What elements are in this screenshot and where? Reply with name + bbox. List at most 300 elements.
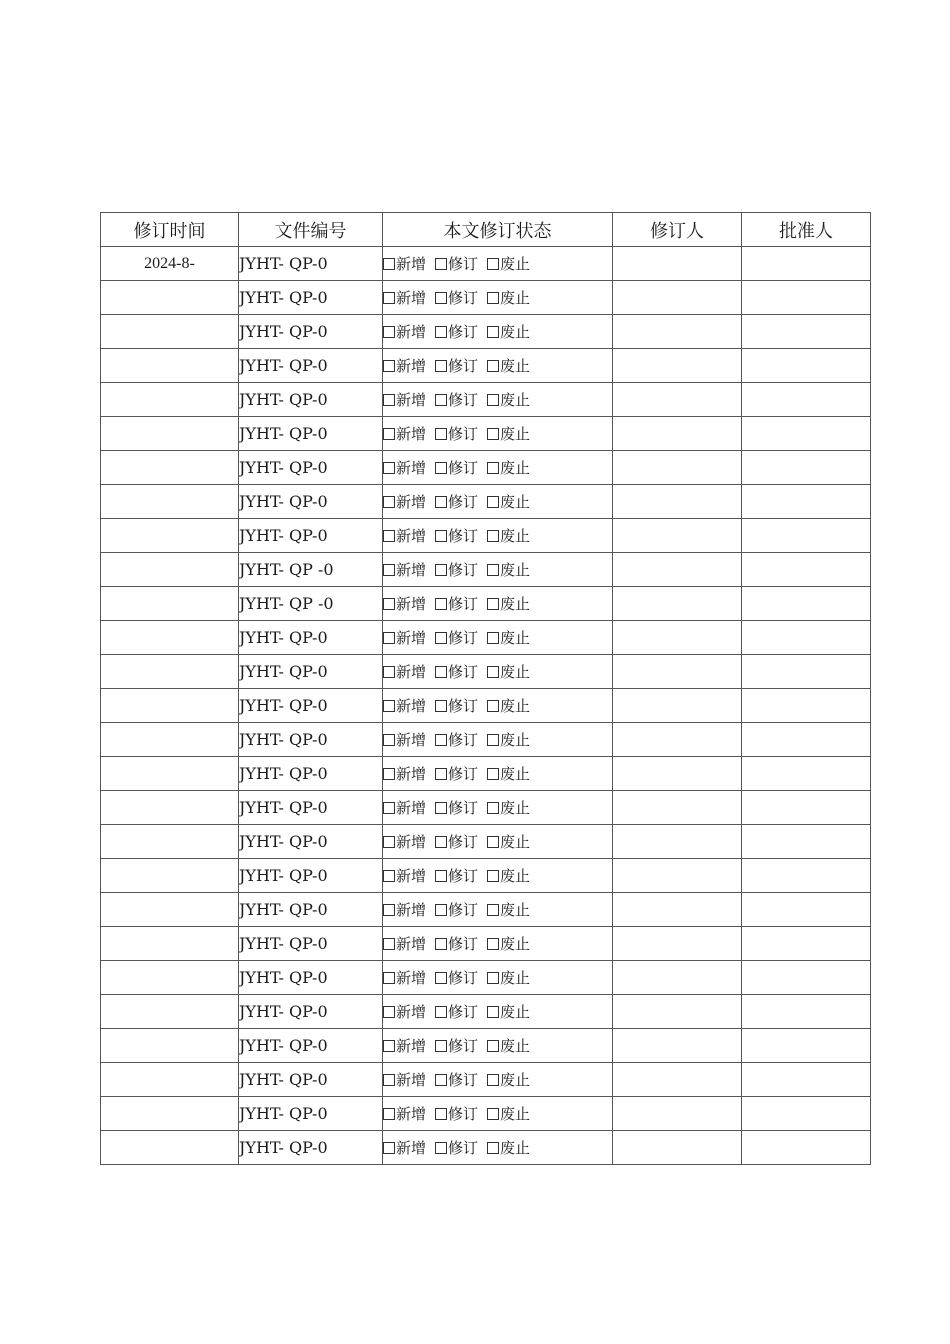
status-option-label: 新增 (396, 425, 427, 443)
reviser-cell[interactable] (613, 315, 742, 349)
status-option-label: 新增 (396, 935, 427, 953)
checkbox-icon[interactable] (487, 326, 499, 338)
status-option[interactable] (383, 355, 426, 376)
status-option[interactable] (383, 865, 426, 886)
checkbox-icon[interactable] (383, 666, 395, 678)
status-option[interactable] (435, 899, 478, 920)
status-option[interactable] (383, 457, 426, 478)
status-option[interactable] (435, 967, 478, 988)
checkbox-icon[interactable] (435, 360, 447, 372)
status-option[interactable] (487, 797, 530, 818)
checkbox-icon[interactable] (435, 1108, 447, 1120)
checkbox-icon[interactable] (383, 360, 395, 372)
checkbox-icon[interactable] (435, 258, 447, 270)
table-row (101, 961, 871, 995)
reviser-cell[interactable] (613, 417, 742, 451)
checkbox-icon[interactable] (383, 496, 395, 508)
approver-cell[interactable] (742, 1131, 871, 1165)
checkbox-icon[interactable] (383, 292, 395, 304)
status-option[interactable] (487, 423, 530, 444)
status-option[interactable] (435, 491, 478, 512)
status-option[interactable] (435, 253, 478, 274)
approver-cell[interactable] (742, 587, 871, 621)
approver-cell[interactable] (742, 315, 871, 349)
status-option[interactable] (487, 627, 530, 648)
approver-cell[interactable] (742, 655, 871, 689)
status-option[interactable] (487, 865, 530, 886)
approver-cell[interactable] (742, 247, 871, 281)
approver-cell[interactable] (742, 1029, 871, 1063)
status-option[interactable] (383, 1035, 426, 1056)
checkbox-icon[interactable] (383, 972, 395, 984)
status-option[interactable] (487, 763, 530, 784)
status-option[interactable] (383, 525, 426, 546)
status-option[interactable] (435, 287, 478, 308)
reviser-cell[interactable] (613, 859, 742, 893)
file-number-cell: JYHT- QP-0 (239, 927, 383, 961)
revision-date-cell (101, 757, 239, 791)
reviser-cell[interactable] (613, 1063, 742, 1097)
reviser-cell[interactable] (613, 519, 742, 553)
revision-date-cell (101, 281, 239, 315)
status-option[interactable] (435, 695, 478, 716)
status-option-label: 修订 (448, 493, 479, 511)
approver-cell[interactable] (742, 927, 871, 961)
status-option[interactable] (383, 1137, 426, 1158)
checkbox-icon[interactable] (435, 938, 447, 950)
table-row (101, 485, 871, 519)
approver-cell[interactable] (742, 485, 871, 519)
checkbox-icon[interactable] (487, 700, 499, 712)
status-option[interactable] (435, 933, 478, 954)
status-option[interactable] (383, 1103, 426, 1124)
status-option-label: 修订 (448, 867, 479, 885)
status-option[interactable] (487, 491, 530, 512)
status-option[interactable] (487, 457, 530, 478)
revision-status-cell (383, 757, 613, 791)
status-option[interactable] (383, 797, 426, 818)
file-number-cell: JYHT- QP-0 (239, 1029, 383, 1063)
reviser-cell[interactable] (613, 927, 742, 961)
status-option[interactable] (383, 253, 426, 274)
checkbox-icon[interactable] (487, 1108, 499, 1120)
status-option[interactable] (383, 287, 426, 308)
checkbox-icon[interactable] (487, 938, 499, 950)
revision-date-cell (101, 689, 239, 723)
status-option[interactable] (435, 1137, 478, 1158)
status-option[interactable] (435, 763, 478, 784)
status-option-label: 新增 (396, 527, 427, 545)
status-option[interactable] (435, 457, 478, 478)
status-option-label: 新增 (396, 663, 427, 681)
status-option-label: 修订 (448, 595, 479, 613)
file-number-cell: JYHT- QP-0 (239, 1097, 383, 1131)
file-number-cell: JYHT- QP-0 (239, 723, 383, 757)
reviser-cell[interactable] (613, 349, 742, 383)
table-row (101, 587, 871, 621)
checkbox-icon[interactable] (487, 394, 499, 406)
checkbox-icon[interactable] (435, 1142, 447, 1154)
reviser-cell[interactable] (613, 553, 742, 587)
status-option[interactable] (487, 1069, 530, 1090)
status-option-label: 新增 (396, 629, 427, 647)
checkbox-icon[interactable] (435, 1006, 447, 1018)
checkbox-icon[interactable] (487, 258, 499, 270)
status-option[interactable] (383, 389, 426, 410)
checkbox-icon[interactable] (383, 904, 395, 916)
status-option[interactable] (435, 1069, 478, 1090)
status-option-label: 新增 (396, 255, 427, 273)
checkbox-icon[interactable] (435, 666, 447, 678)
checkbox-icon[interactable] (383, 564, 395, 576)
checkbox-icon[interactable] (435, 326, 447, 338)
revision-status-cell (383, 281, 613, 315)
table-header-row (101, 213, 871, 247)
checkbox-icon[interactable] (487, 836, 499, 848)
status-option[interactable] (383, 627, 426, 648)
status-option[interactable] (435, 355, 478, 376)
checkbox-icon[interactable] (435, 1074, 447, 1086)
file-number-cell: JYHT- QP -0 (239, 553, 383, 587)
checkbox-icon[interactable] (435, 530, 447, 542)
status-option[interactable] (487, 1103, 530, 1124)
approver-cell[interactable] (742, 757, 871, 791)
status-option-label: 废止 (500, 765, 531, 783)
checkbox-icon[interactable] (487, 972, 499, 984)
checkbox-icon[interactable] (383, 1074, 395, 1086)
approver-cell[interactable] (742, 553, 871, 587)
approver-cell[interactable] (742, 417, 871, 451)
approver-cell[interactable] (742, 723, 871, 757)
checkbox-icon[interactable] (383, 394, 395, 406)
approver-cell[interactable] (742, 961, 871, 995)
status-option[interactable] (487, 729, 530, 750)
approver-cell[interactable] (742, 621, 871, 655)
revision-date-cell (101, 451, 239, 485)
file-number-cell: JYHT- QP-0 (239, 961, 383, 995)
reviser-cell[interactable] (613, 383, 742, 417)
checkbox-icon[interactable] (487, 870, 499, 882)
approver-cell[interactable] (742, 689, 871, 723)
status-option-label: 废止 (500, 663, 531, 681)
revision-status-cell (383, 1029, 613, 1063)
status-option-label: 废止 (500, 493, 531, 511)
checkbox-icon[interactable] (435, 836, 447, 848)
revision-date-cell (101, 655, 239, 689)
approver-cell[interactable] (742, 349, 871, 383)
status-option-label: 废止 (500, 527, 531, 545)
revision-date-cell (101, 1131, 239, 1165)
reviser-cell[interactable] (613, 587, 742, 621)
file-number-cell: JYHT- QP-0 (239, 791, 383, 825)
checkbox-icon[interactable] (383, 1142, 395, 1154)
status-option-label: 修订 (448, 527, 479, 545)
checkbox-icon[interactable] (383, 768, 395, 780)
status-option[interactable] (383, 661, 426, 682)
table-row (101, 893, 871, 927)
status-option-label: 新增 (396, 697, 427, 715)
status-option[interactable] (383, 899, 426, 920)
checkbox-icon[interactable] (383, 326, 395, 338)
checkbox-icon[interactable] (435, 1040, 447, 1052)
reviser-cell[interactable] (613, 281, 742, 315)
checkbox-icon[interactable] (383, 802, 395, 814)
status-option[interactable] (487, 559, 530, 580)
status-option[interactable] (435, 321, 478, 342)
revision-status-cell (383, 995, 613, 1029)
reviser-cell[interactable] (613, 655, 742, 689)
checkbox-icon[interactable] (487, 1142, 499, 1154)
status-option[interactable] (487, 1035, 530, 1056)
status-option-label: 新增 (396, 1037, 427, 1055)
reviser-cell[interactable] (613, 689, 742, 723)
approver-cell[interactable] (742, 281, 871, 315)
status-option[interactable] (383, 933, 426, 954)
checkbox-icon[interactable] (435, 802, 447, 814)
reviser-cell[interactable] (613, 893, 742, 927)
status-option[interactable] (383, 831, 426, 852)
checkbox-icon[interactable] (487, 598, 499, 610)
status-option[interactable] (383, 559, 426, 580)
status-option[interactable] (383, 1069, 426, 1090)
status-option-label: 修订 (448, 901, 479, 919)
checkbox-icon[interactable] (487, 904, 499, 916)
status-option[interactable] (435, 729, 478, 750)
status-option[interactable] (435, 525, 478, 546)
checkbox-icon[interactable] (487, 564, 499, 576)
checkbox-icon[interactable] (487, 1074, 499, 1086)
approver-cell[interactable] (742, 859, 871, 893)
status-option-label: 新增 (396, 833, 427, 851)
file-number-cell: JYHT- QP-0 (239, 757, 383, 791)
status-option[interactable] (487, 253, 530, 274)
status-option-label: 废止 (500, 1139, 531, 1157)
approver-cell[interactable] (742, 383, 871, 417)
checkbox-icon[interactable] (435, 972, 447, 984)
status-option[interactable] (487, 695, 530, 716)
checkbox-icon[interactable] (487, 734, 499, 746)
revision-status-cell (383, 927, 613, 961)
file-number-cell: JYHT- QP -0 (239, 587, 383, 621)
status-option-label: 废止 (500, 731, 531, 749)
status-option[interactable] (435, 865, 478, 886)
checkbox-icon[interactable] (435, 598, 447, 610)
checkbox-icon[interactable] (383, 530, 395, 542)
file-number-cell: JYHT- QP-0 (239, 519, 383, 553)
revision-date-cell (101, 893, 239, 927)
status-option-label: 修订 (448, 289, 479, 307)
checkbox-icon[interactable] (383, 1108, 395, 1120)
status-option[interactable] (383, 321, 426, 342)
revision-date-cell (101, 1029, 239, 1063)
checkbox-icon[interactable] (487, 462, 499, 474)
checkbox-icon[interactable] (435, 632, 447, 644)
checkbox-icon[interactable] (383, 598, 395, 610)
checkbox-icon[interactable] (487, 428, 499, 440)
checkbox-icon[interactable] (383, 1040, 395, 1052)
revision-status-cell (383, 1097, 613, 1131)
checkbox-icon[interactable] (383, 870, 395, 882)
table-row (101, 1063, 871, 1097)
reviser-cell[interactable] (613, 825, 742, 859)
revision-status-cell (383, 859, 613, 893)
reviser-cell[interactable] (613, 485, 742, 519)
approver-cell[interactable] (742, 825, 871, 859)
table-row (101, 519, 871, 553)
table-row (101, 791, 871, 825)
status-option[interactable] (435, 593, 478, 614)
checkbox-icon[interactable] (435, 734, 447, 746)
file-number-cell: JYHT- QP-0 (239, 281, 383, 315)
approver-cell[interactable] (742, 519, 871, 553)
approver-cell[interactable] (742, 1063, 871, 1097)
status-option-label: 新增 (396, 1105, 427, 1123)
checkbox-icon[interactable] (435, 394, 447, 406)
checkbox-icon[interactable] (383, 428, 395, 440)
status-option-label: 废止 (500, 833, 531, 851)
status-option-label: 新增 (396, 765, 427, 783)
checkbox-icon[interactable] (435, 462, 447, 474)
status-option[interactable] (383, 1001, 426, 1022)
checkbox-icon[interactable] (435, 870, 447, 882)
table-row (101, 621, 871, 655)
revision-date-cell (101, 315, 239, 349)
approver-cell[interactable] (742, 995, 871, 1029)
status-option-label: 新增 (396, 799, 427, 817)
approver-cell[interactable] (742, 451, 871, 485)
checkbox-icon[interactable] (383, 462, 395, 474)
reviser-cell[interactable] (613, 791, 742, 825)
status-option[interactable] (487, 967, 530, 988)
status-option[interactable] (383, 729, 426, 750)
status-option[interactable] (487, 1137, 530, 1158)
status-option[interactable] (487, 593, 530, 614)
status-option-label: 新增 (396, 459, 427, 477)
status-option[interactable] (487, 831, 530, 852)
status-option[interactable] (435, 1035, 478, 1056)
file-number-cell: JYHT- QP-0 (239, 689, 383, 723)
reviser-cell[interactable] (613, 621, 742, 655)
checkbox-icon[interactable] (487, 496, 499, 508)
revision-date-cell (101, 791, 239, 825)
status-option-label: 修订 (448, 459, 479, 477)
checkbox-icon[interactable] (383, 632, 395, 644)
status-option[interactable] (435, 1103, 478, 1124)
checkbox-icon[interactable] (487, 666, 499, 678)
reviser-cell[interactable] (613, 1029, 742, 1063)
status-option[interactable] (435, 797, 478, 818)
revision-status-cell (383, 451, 613, 485)
checkbox-icon[interactable] (487, 802, 499, 814)
checkbox-icon[interactable] (435, 292, 447, 304)
status-option[interactable] (487, 899, 530, 920)
status-option[interactable] (383, 593, 426, 614)
checkbox-icon[interactable] (487, 1006, 499, 1018)
checkbox-icon[interactable] (435, 496, 447, 508)
table-row (101, 383, 871, 417)
status-option[interactable] (487, 355, 530, 376)
checkbox-icon[interactable] (487, 768, 499, 780)
checkbox-icon[interactable] (435, 428, 447, 440)
checkbox-icon[interactable] (435, 768, 447, 780)
status-option[interactable] (487, 389, 530, 410)
reviser-cell[interactable] (613, 757, 742, 791)
status-option[interactable] (487, 525, 530, 546)
reviser-cell[interactable] (613, 247, 742, 281)
status-option-label: 废止 (500, 935, 531, 953)
reviser-cell[interactable] (613, 961, 742, 995)
checkbox-icon[interactable] (487, 292, 499, 304)
revision-date-cell (101, 1063, 239, 1097)
status-option[interactable] (383, 967, 426, 988)
file-number-cell: JYHT- QP-0 (239, 621, 383, 655)
checkbox-icon[interactable] (383, 1006, 395, 1018)
status-option-label: 新增 (396, 867, 427, 885)
status-option-label: 废止 (500, 425, 531, 443)
status-option[interactable] (383, 763, 426, 784)
checkbox-icon[interactable] (383, 258, 395, 270)
status-option[interactable] (435, 831, 478, 852)
checkbox-icon[interactable] (487, 530, 499, 542)
revision-status-cell (383, 1063, 613, 1097)
status-option[interactable] (435, 661, 478, 682)
reviser-cell[interactable] (613, 451, 742, 485)
header-reviser: 修订人 (613, 213, 742, 247)
table-row (101, 655, 871, 689)
reviser-cell[interactable] (613, 1097, 742, 1131)
revision-status-cell (383, 519, 613, 553)
reviser-cell[interactable] (613, 1131, 742, 1165)
header-revision-time: 修订时间 (101, 213, 239, 247)
checkbox-icon[interactable] (435, 700, 447, 712)
status-option[interactable] (487, 287, 530, 308)
checkbox-icon[interactable] (383, 734, 395, 746)
status-option[interactable] (487, 321, 530, 342)
status-option-label: 废止 (500, 901, 531, 919)
approver-cell[interactable] (742, 791, 871, 825)
status-option[interactable] (383, 695, 426, 716)
status-option[interactable] (435, 1001, 478, 1022)
status-option[interactable] (383, 491, 426, 512)
status-option[interactable] (435, 423, 478, 444)
status-option-label: 废止 (500, 289, 531, 307)
status-option-label: 新增 (396, 391, 427, 409)
status-option-label: 废止 (500, 969, 531, 987)
approver-cell[interactable] (742, 893, 871, 927)
header-file-number: 文件编号 (239, 213, 383, 247)
checkbox-icon[interactable] (383, 938, 395, 950)
revision-status-cell (383, 417, 613, 451)
checkbox-icon[interactable] (435, 564, 447, 576)
checkbox-icon[interactable] (383, 836, 395, 848)
status-option[interactable] (435, 389, 478, 410)
status-option[interactable] (487, 661, 530, 682)
status-option[interactable] (383, 423, 426, 444)
reviser-cell[interactable] (613, 995, 742, 1029)
table-row (101, 757, 871, 791)
status-option[interactable] (487, 1001, 530, 1022)
checkbox-icon[interactable] (383, 700, 395, 712)
checkbox-icon[interactable] (487, 1040, 499, 1052)
approver-cell[interactable] (742, 1097, 871, 1131)
status-option[interactable] (435, 627, 478, 648)
reviser-cell[interactable] (613, 723, 742, 757)
checkbox-icon[interactable] (487, 360, 499, 372)
status-option[interactable] (435, 559, 478, 580)
checkbox-icon[interactable] (435, 904, 447, 916)
checkbox-icon[interactable] (487, 632, 499, 644)
status-option[interactable] (487, 933, 530, 954)
